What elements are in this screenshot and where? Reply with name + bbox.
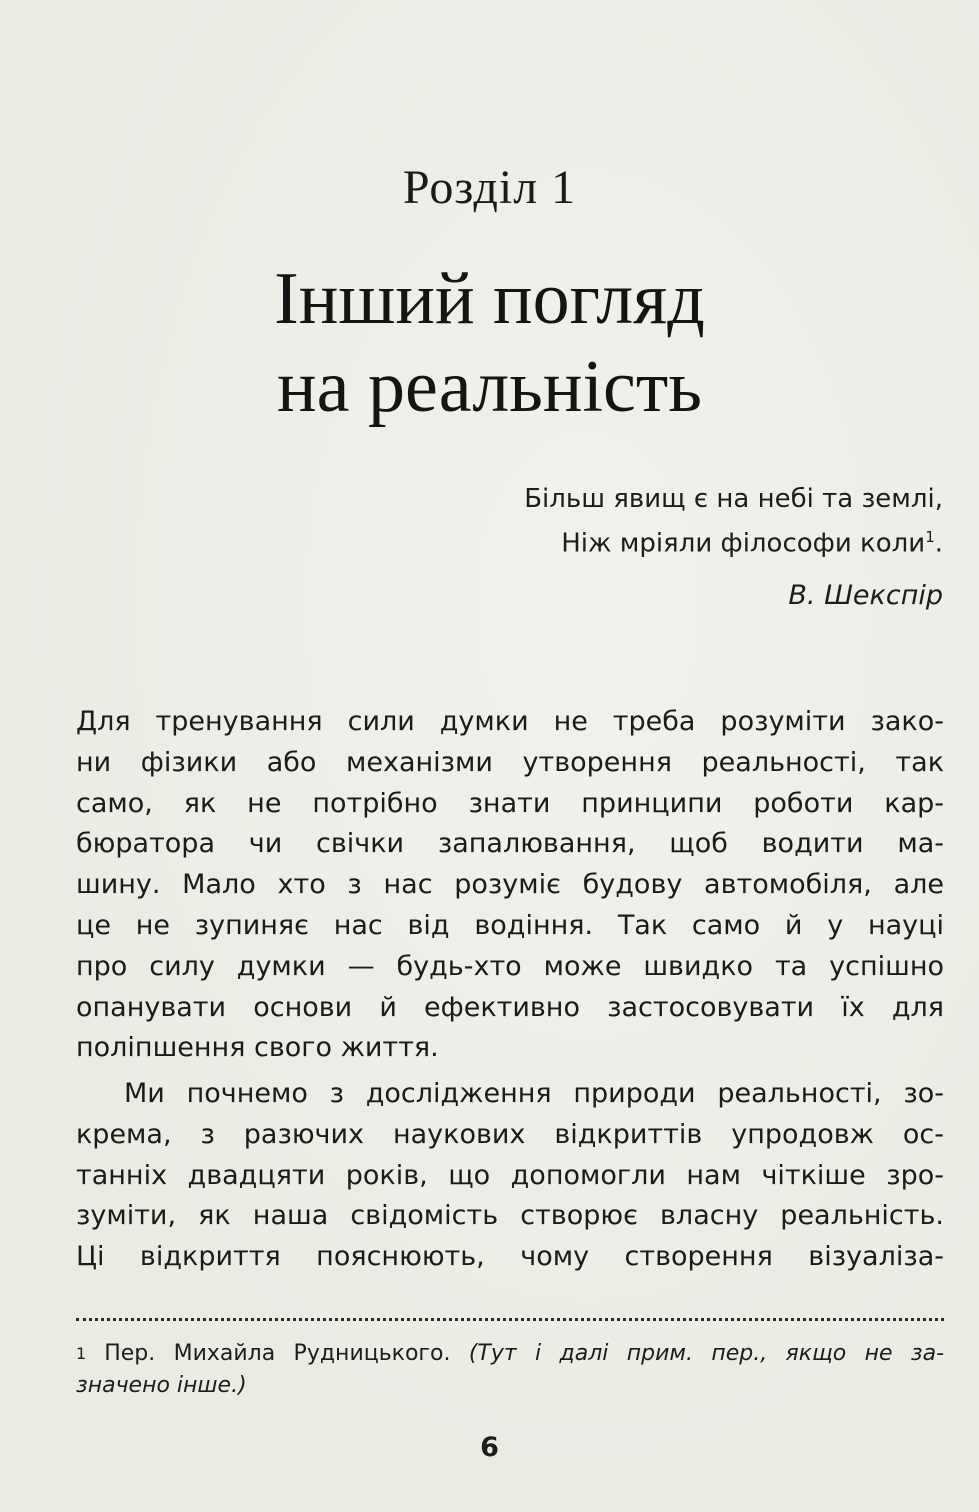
footnote-divider <box>76 1318 944 1321</box>
paragraph-line: про силу думки — будь-хто може швидко та успішно <box>76 950 944 982</box>
epigraph-line-2-text: Ніж мріяли філософи коли <box>561 528 926 559</box>
paragraph-2 <box>76 1074 944 1278</box>
epigraph-line-1: Більш явищ є на небі та землі, <box>524 484 943 514</box>
footnote-italic-text-1: (Тут і далі прим. пер., якщо не за- <box>468 1341 945 1366</box>
footnote-number: 1 <box>76 1344 87 1363</box>
chapter-title <box>0 255 979 431</box>
footnote-line-1 <box>76 1338 944 1370</box>
epigraph-line-2: Ніж мріяли філософи коли$^1$. <box>561 528 943 559</box>
paragraph-line: танніх двадцяти років, що допомогли нам чіткіше зро- <box>76 1159 944 1191</box>
chapter-title-line-2: на реальність <box>277 346 702 428</box>
paragraph-line: бюратора чи свічки запалювання, щоб водити ма- <box>76 828 944 860</box>
paragraph-1 <box>76 702 944 1069</box>
paragraph-line: само, як не потрібно знати принципи роботи кар- <box>76 787 944 819</box>
paragraph-line: Ці відкриття пояснюють, чому створення візуаліза- <box>76 1241 944 1273</box>
paragraph-line: Для тренування сили думки не треба розуміти зако- <box>76 706 944 737</box>
paragraph-line: ни фізики або механізми утворення реальності, так <box>76 746 944 778</box>
footnote <box>76 1338 944 1402</box>
chapter-title-line-1: Інший погляд <box>274 258 705 340</box>
paragraph-line: шину. Мало хто з нас розуміє будову автомобіля, але <box>76 869 944 901</box>
paragraph-line: опанувати основи й ефективно застосовувати їх для <box>76 991 944 1023</box>
epigraph <box>524 480 943 563</box>
footnote-italic-text-2: значено інше.) <box>76 1373 247 1398</box>
paragraph-line: крема, з разючих наукових відкриттів упродовж ос- <box>76 1118 944 1150</box>
footnote-text: Пер. Михайла Рудницького. <box>104 1341 469 1366</box>
paragraph-line: Ми почнемо з дослідження природи реальності, зо- <box>124 1078 944 1109</box>
page-number: 6 <box>480 1432 499 1463</box>
chapter-label: Розділ 1 <box>402 161 577 214</box>
paragraph-line: зуміти, як наша свідомість створює власну реальність. <box>76 1200 944 1232</box>
footnote-line-2 <box>76 1370 944 1402</box>
epigraph-footnote-marker: 1 <box>925 528 935 546</box>
paragraph-line: це не зупиняє нас від водіння. Так само й у науці <box>76 909 944 941</box>
epigraph-author: В. Шекспір <box>788 580 943 611</box>
paragraph-line: поліпшення свого життя. <box>76 1032 439 1064</box>
